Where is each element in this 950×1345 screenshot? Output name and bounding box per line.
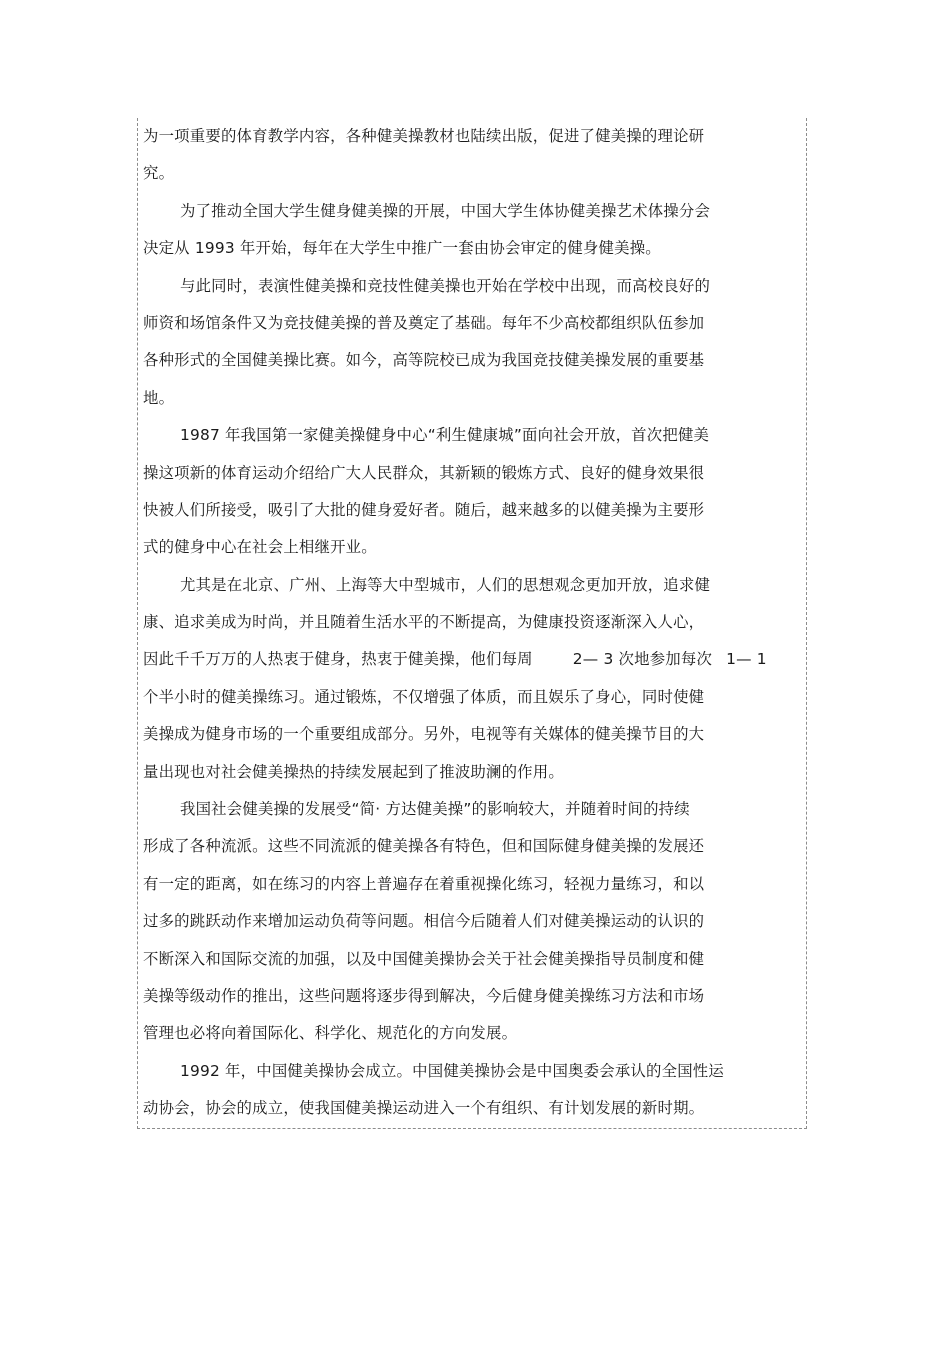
text-line [143, 342, 773, 379]
text-line [143, 1090, 773, 1127]
text-line [143, 604, 773, 641]
line-text: 为了推动全国大学生健身健美操的开展，中国大学生体协健美操艺术体操分会 [180, 201, 711, 220]
text-line [143, 193, 773, 230]
line-text: 因此千千万万的人热衷于健身，热衷于健美操，他们每周 [143, 650, 533, 669]
line-text: 究。 [143, 164, 175, 183]
line-text: 我国社会健美操的发展受“简· 方达健美操”的影响较大，并随着时间的持续 [180, 800, 690, 819]
line-text: 管理也必将向着国际化、科学化、规范化的方向发展。 [143, 1024, 518, 1043]
text-line [143, 118, 773, 155]
line-text: 操这项新的体育运动介绍给广大人民群众，其新颖的锻炼方式、良好的健身效果很 [143, 463, 705, 482]
text-line [143, 380, 773, 417]
text-line [143, 1053, 773, 1090]
text-line [143, 455, 773, 492]
line-text: 美操等级动作的推出，这些问题将逐步得到解决，今后健身健美操练习方法和市场 [143, 986, 705, 1005]
line-text: 师资和场馆条件又为竞技健美操的普及奠定了基础。每年不少高校都组织队伍参加 [143, 313, 705, 332]
text-line [143, 417, 773, 454]
text-line [143, 866, 773, 903]
text-line [143, 529, 773, 566]
line-text: 1992 年，中国健美操协会成立。中国健美操协会是中国奥委会承认的全国性运 [180, 1061, 724, 1080]
text-line [143, 567, 773, 604]
line-text: 式的健身中心在社会上相继开业。 [143, 538, 377, 557]
line-text: 过多的跳跃动作来增加运动负荷等问题。相信今后随着人们对健美操运动的认识的 [143, 912, 705, 931]
text-line [143, 230, 773, 267]
text-line [143, 305, 773, 342]
line-text-fragment: 1— 1 [726, 650, 767, 669]
text-line [143, 679, 773, 716]
line-text: 快被人们所接受，吸引了大批的健身爱好者。随后，越来越多的以健美操为主要形 [143, 500, 705, 519]
line-text: 为一项重要的体育教学内容，各种健美操教材也陆续出版，促进了健美操的理论研 [143, 127, 705, 145]
text-line [143, 828, 773, 865]
text-line [143, 1015, 773, 1052]
text-line [143, 903, 773, 940]
line-text: 地。 [143, 388, 175, 407]
line-text: 动协会，协会的成立，使我国健美操运动进入一个有组织、有计划发展的新时期。 [143, 1099, 705, 1118]
text-line [143, 791, 773, 828]
line-text: 决定从 1993 年开始，每年在大学生中推广一套由协会审定的健身健美操。 [143, 239, 661, 258]
text-line [143, 754, 773, 791]
line-text: 个半小时的健美操练习。通过锻炼，不仅增强了体质，而且娱乐了身心，同时使健 [143, 687, 705, 706]
line-text: 1987 年我国第一家健美操健身中心“利生健康城”面向社会开放，首次把健美 [180, 426, 710, 445]
line-text: 形成了各种流派。这些不同流派的健美操各有特色，但和国际健身健美操的发展还 [143, 837, 705, 856]
text-line [143, 268, 773, 305]
text-line [143, 492, 773, 529]
line-text-fragment: 2— 3 次地参加每次 [572, 650, 713, 669]
text-line [143, 978, 773, 1015]
text-line [143, 941, 773, 978]
line-text: 有一定的距离，如在练习的内容上普遍存在着重视操化练习，轻视力量练习，和以 [143, 874, 705, 893]
line-text: 尤其是在北京、广州、上海等大中型城市，人们的思想观念更加开放，追求健 [180, 575, 711, 594]
line-text: 量出现也对社会健美操热的持续发展起到了推波助澜的作用。 [143, 762, 564, 781]
text-line [143, 716, 773, 753]
line-text: 各种形式的全国健美操比赛。如今，高等院校已成为我国竞技健美操发展的重要基 [143, 351, 705, 370]
text-line [143, 155, 773, 192]
line-text: 美操成为健身市场的一个重要组成部分。另外，电视等有关媒体的健美操节目的大 [143, 725, 705, 744]
line-text: 不断深入和国际交流的加强，以及中国健美操协会关于社会健美操指导员制度和健 [143, 949, 705, 968]
text-line [143, 641, 773, 678]
document-body [143, 118, 773, 1128]
line-text: 康、追求美成为时尚，并且随着生活水平的不断提高，为健康投资逐渐深入人心， [143, 613, 705, 632]
line-text: 与此同时，表演性健美操和竞技性健美操也开始在学校中出现，而高校良好的 [180, 276, 711, 295]
